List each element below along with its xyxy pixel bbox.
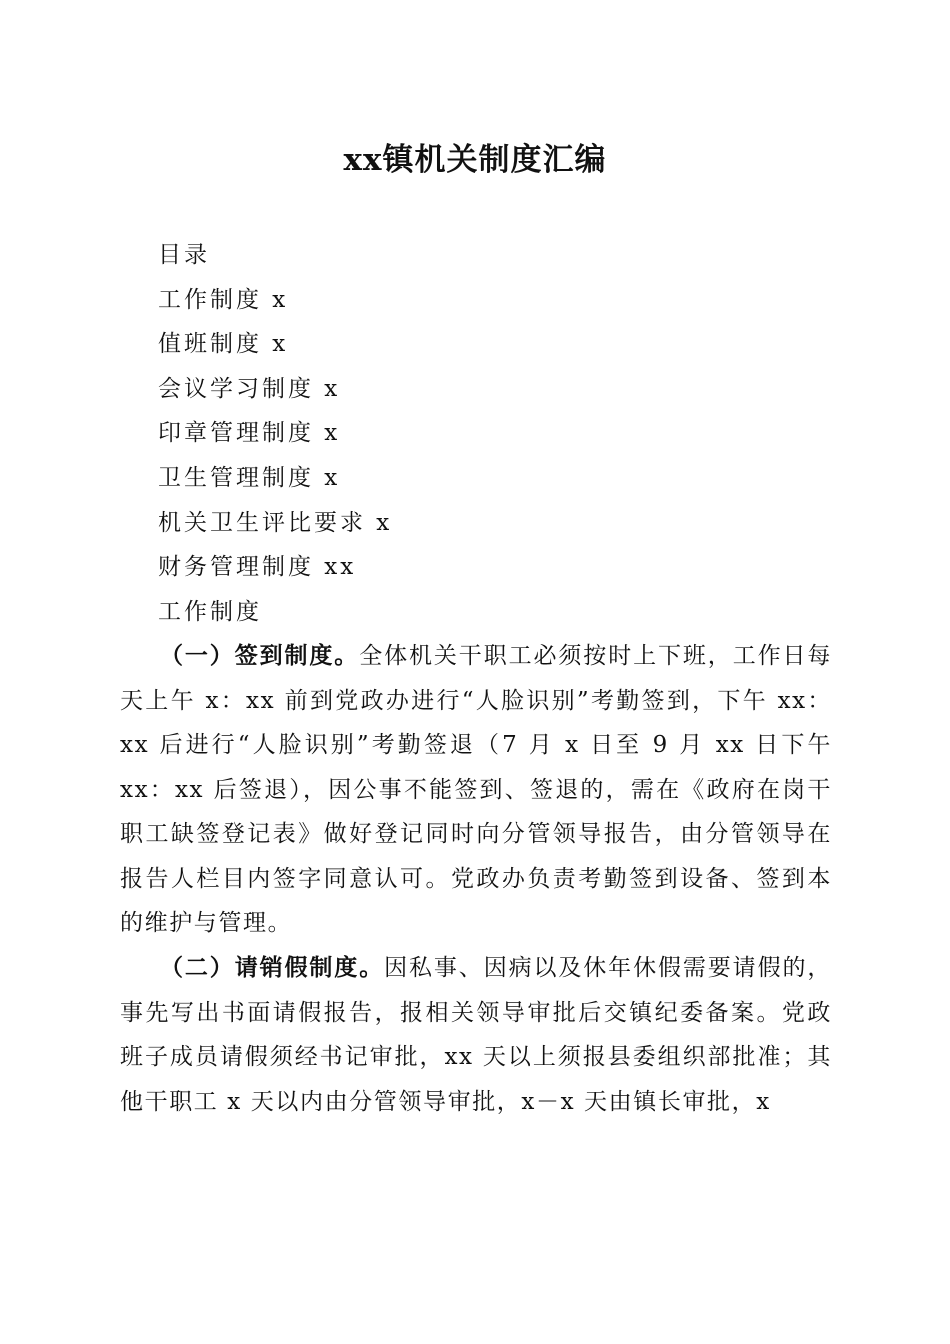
paragraph-lead: （一）签到制度。 <box>160 642 360 669</box>
section-heading: 工作制度 <box>158 598 262 625</box>
table-of-contents <box>158 233 858 634</box>
toc-item: 值班制度 x <box>158 331 289 358</box>
toc-item: 会议学习制度 x <box>158 375 341 402</box>
toc-heading: 目录 <box>158 242 210 268</box>
toc-item: 工作制度 x <box>158 286 289 313</box>
paragraph-text: 因私事、因病以及休年休假需要请假的，事先写出书面请假报告，报相关领导审批后交镇纪委备案。党政班子成员请假须经书记审批，xx 天以上须报县委组织部批准；其他干职工 x 天以内由分管领导审批，x－x 天由镇长审批，x <box>120 955 832 1115</box>
toc-item: 印章管理制度 x <box>158 420 341 447</box>
document-title: xx镇机关制度汇编 <box>343 142 607 178</box>
paragraph-text: 全体机关干职工必须按时上下班，工作日每天上午 x：xx 前到党政办进行“人脸识别”考勤签到，下午 xx：xx 后进行“人脸识别”考勤签退（7 月 x 日至 9 月 xx 日下午 xx：xx 后签退），因公事不能签到、签退的，需在《政府在岗干职工缺签登记表》做好登记同时向分管领导报告，由分管领导在报告人栏目内签字同意认可。党政办负责考勤签到设备、签到本的维护与管理。 <box>120 643 832 936</box>
toc-item: 机关卫生评比要求 x <box>158 509 393 536</box>
paragraph-sign-in-policy <box>120 634 832 946</box>
paragraph-lead: （二）请销假制度。 <box>160 954 385 981</box>
paragraph-leave-policy <box>120 946 832 1124</box>
toc-item: 财务管理制度 xx <box>158 554 357 581</box>
toc-item: 卫生管理制度 x <box>158 464 341 491</box>
